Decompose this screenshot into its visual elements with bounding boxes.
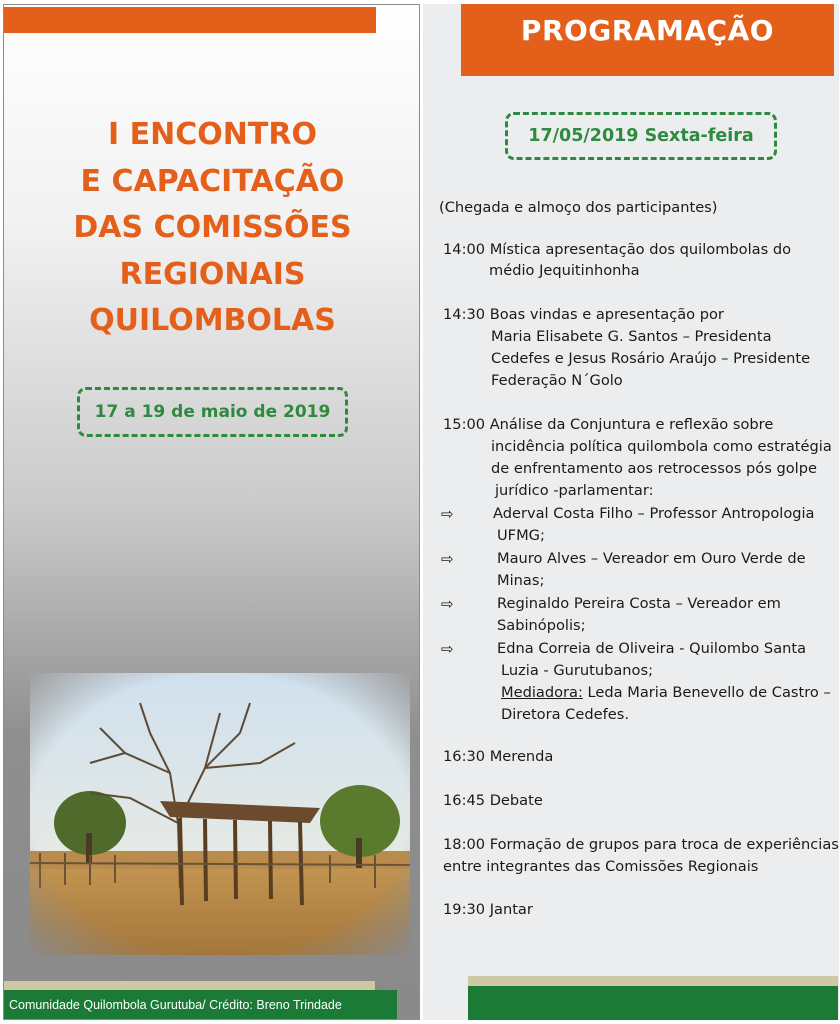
schedule-item-1800-cont: entre integrantes das Comissões Regionais (443, 858, 759, 875)
speaker-3: Reginaldo Pereira Costa – Vereador em (497, 595, 781, 612)
speaker-2: Mauro Alves – Vereador em Ouro Verde de (497, 550, 806, 567)
schedule-item-1430-cont: Cedefes e Jesus Rosário Araújo – Presidente (491, 350, 811, 367)
cover-panel (3, 4, 420, 1020)
schedule-item-1430-cont: Federação N´Golo (491, 372, 623, 389)
schedule-item-1500-cont: de enfrentamento aos retrocessos pós golpe (491, 460, 817, 477)
event-title (24, 112, 401, 345)
arrow-icon: ⇨ (441, 505, 454, 523)
speaker-1-cont: UFMG; (497, 527, 545, 544)
mediator-label: Mediadora: (501, 684, 583, 701)
footer-bar (468, 986, 838, 1020)
arrow-icon: ⇨ (441, 595, 454, 613)
mediator-cont: Diretora Cedefes. (501, 706, 629, 723)
speaker-4-cont: Luzia - Gurutubanos; (501, 662, 654, 679)
schedule-item-1500-cont: jurídico -parlamentar: (495, 482, 654, 499)
event-dates: 17 a 19 de maio de 2019 (77, 387, 348, 437)
schedule-item-1645: 16:45 Debate (443, 792, 543, 809)
title-line: E CAPACITAÇÃO (80, 163, 345, 199)
community-photo (30, 673, 410, 955)
program-header: PROGRAMAÇÃO (461, 4, 834, 76)
mediator-name: Leda Maria Benevello de Castro – (582, 684, 831, 701)
landscape-illustration (30, 673, 410, 955)
schedule-item-1500-cont: incidência política quilombola como estratégia (491, 438, 832, 455)
photo-caption: Comunidade Quilombola Gurutuba/ Crédito: Breno Trindade (4, 990, 397, 1020)
schedule-item-1500: 15:00 Análise da Conjuntura e reflexão sobre (443, 416, 774, 433)
caption-accent-bar (4, 981, 375, 990)
speaker-2-cont: Minas; (497, 572, 545, 589)
program-date: 17/05/2019 Sexta-feira (505, 112, 777, 160)
schedule-item-1930: 19:30 Jantar (443, 901, 533, 918)
footer-accent-bar (468, 976, 838, 986)
title-line: DAS COMISSÕES (73, 210, 352, 245)
mediator (501, 682, 831, 704)
speaker-3-cont: Sabinópolis; (497, 617, 586, 634)
schedule-item-1400: 14:00 Mística apresentação dos quilombolas do (443, 241, 792, 258)
schedule-item-1630: 16:30 Merenda (443, 748, 554, 765)
top-accent-bar (4, 7, 376, 33)
arrow-icon: ⇨ (441, 550, 454, 568)
arrival-note: (Chegada e almoço dos participantes) (439, 199, 718, 216)
schedule-item-1800: 18:00 Formação de grupos para troca de experiências (443, 836, 839, 853)
title-line: I ENCONTRO (108, 117, 317, 152)
speaker-4: Edna Correia de Oliveira - Quilombo Santa (497, 640, 807, 657)
arrow-icon: ⇨ (441, 640, 454, 658)
schedule-item-1400-cont: médio Jequitinhonha (489, 262, 640, 279)
title-line: QUILOMBOLAS (89, 303, 336, 338)
title-line: REGIONAIS (119, 256, 306, 292)
program-panel (423, 4, 839, 1020)
speaker-1: Aderval Costa Filho – Professor Antropologia (493, 505, 815, 522)
schedule-item-1430-cont: Maria Elisabete G. Santos – Presidenta (491, 328, 772, 345)
schedule-item-1430: 14:30 Boas vindas e apresentação por (443, 306, 724, 323)
